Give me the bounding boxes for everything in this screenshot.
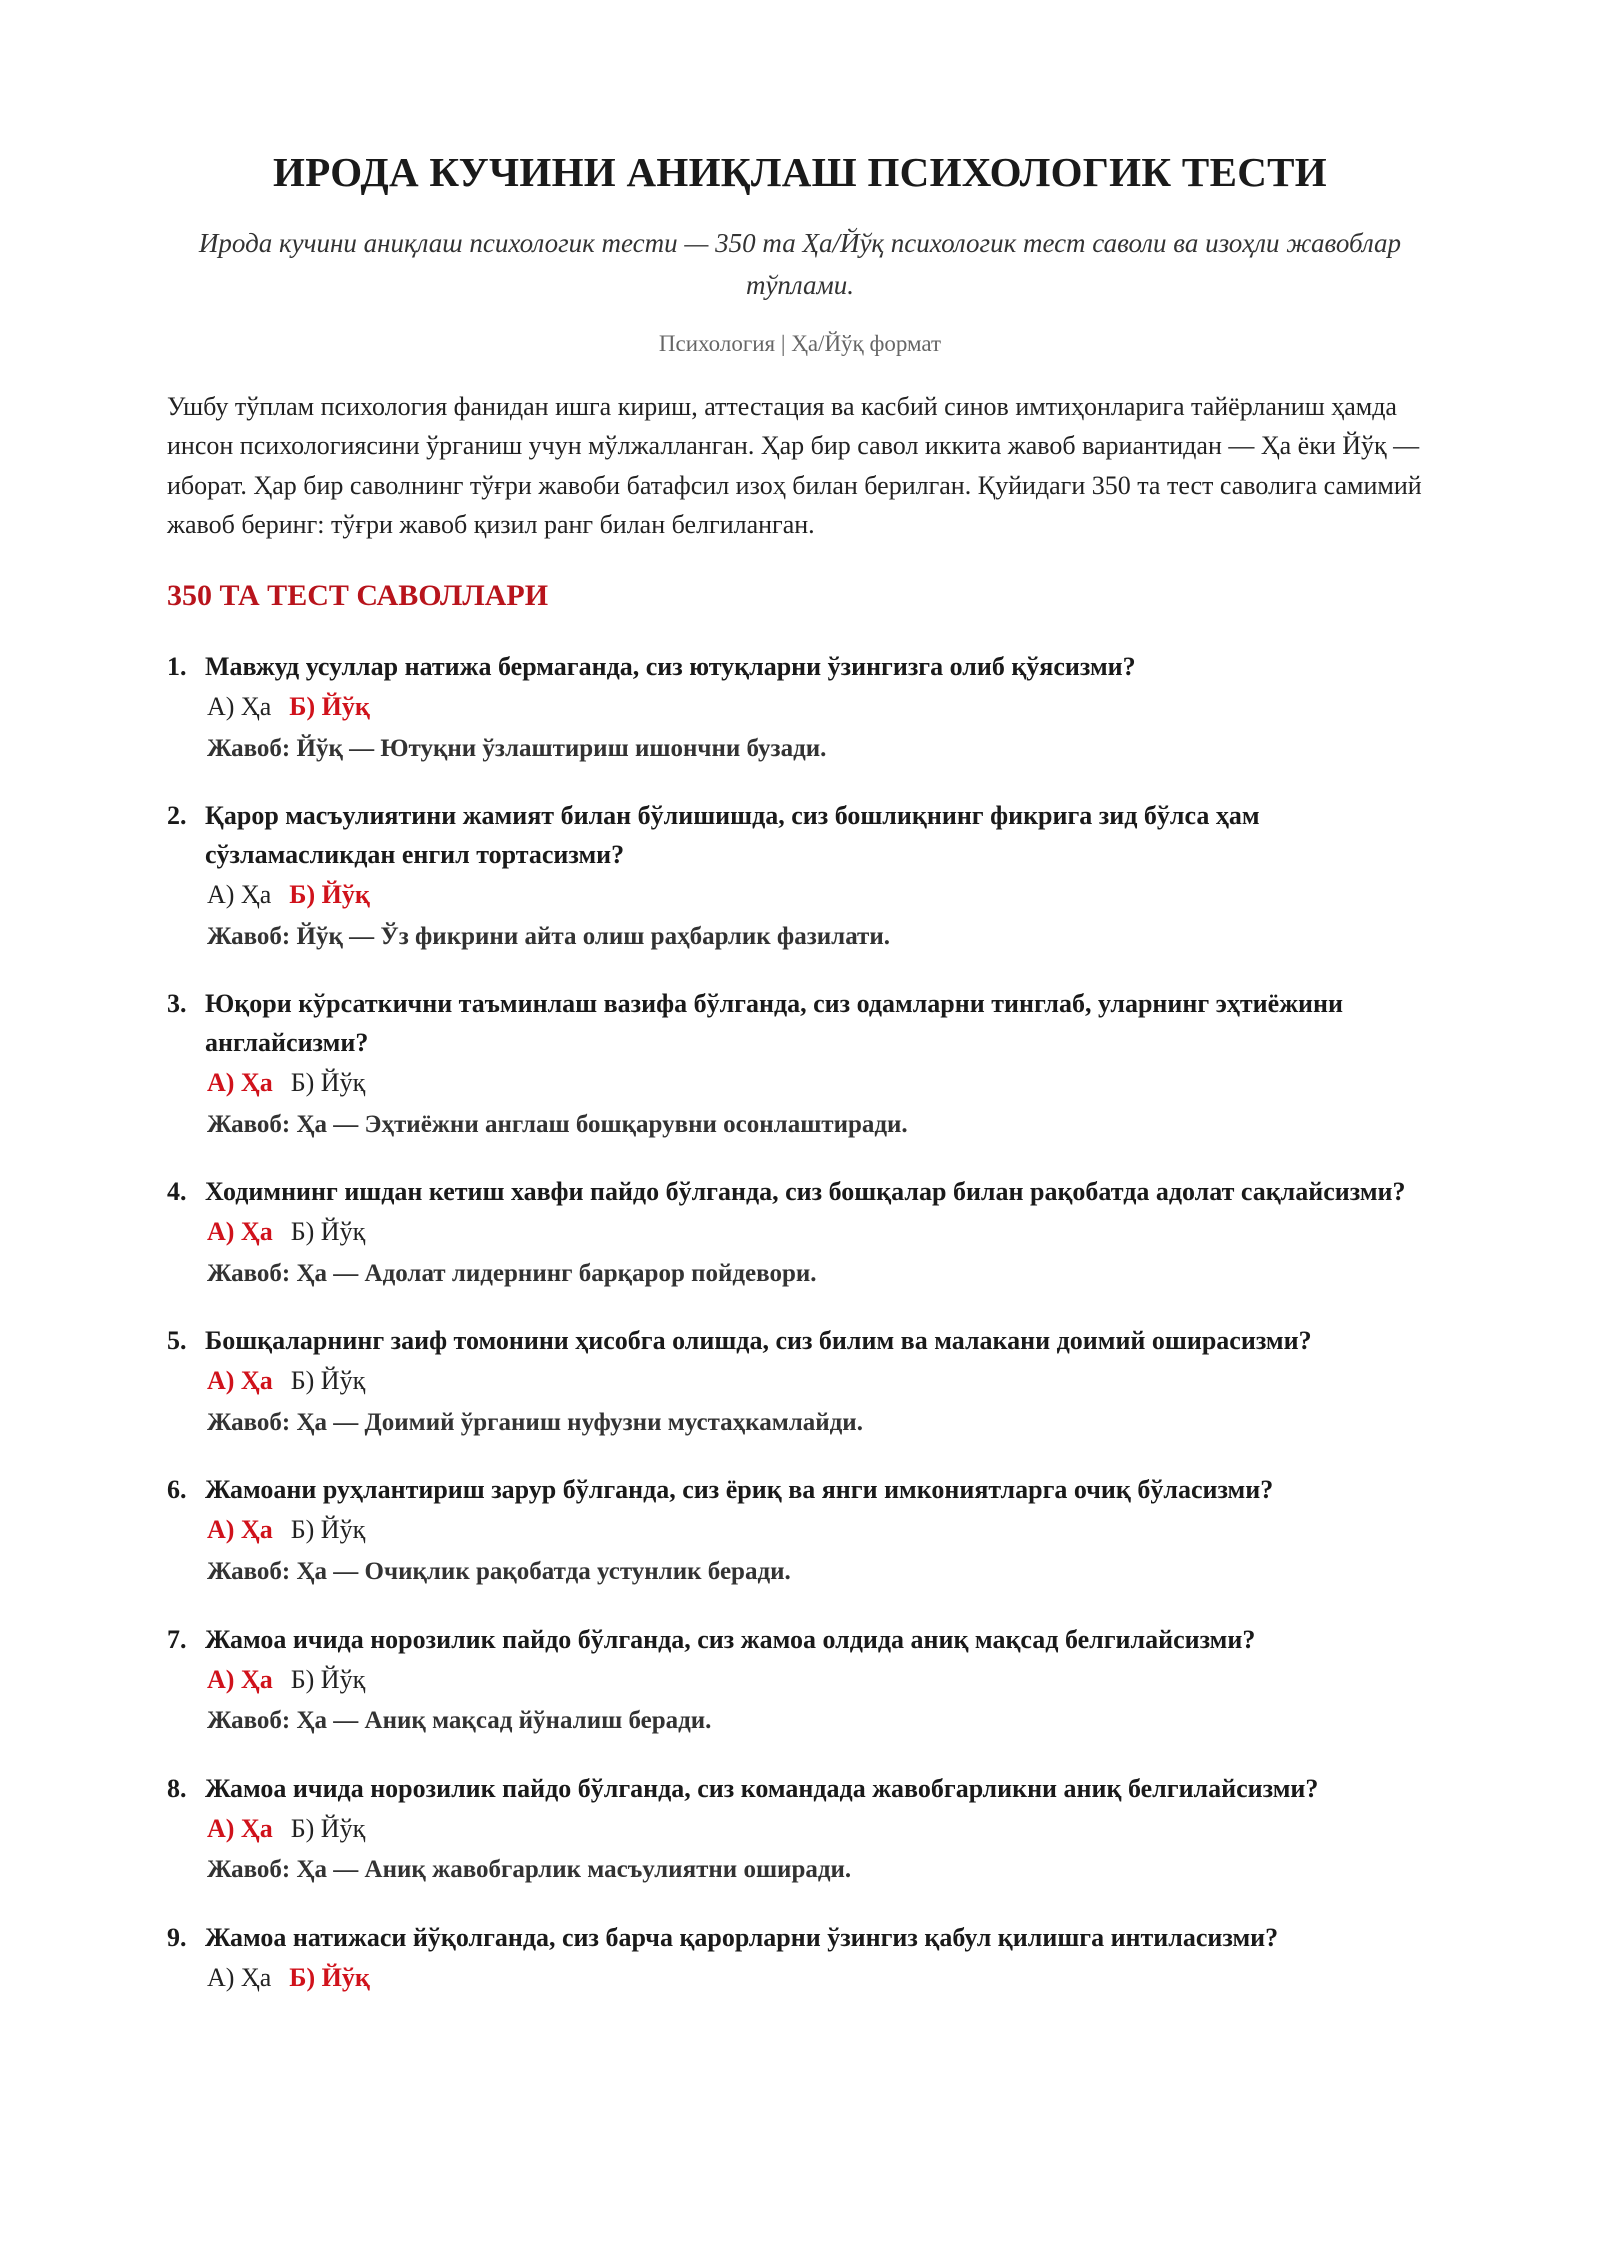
- question-text: [167, 647, 1433, 686]
- question-body: Мавжуд усуллар натижа бермаганда, сиз ютуқларни ўзингизга олиб қўясизми?: [205, 651, 1136, 681]
- question-body: Юқори кўрсаткични таъминлаш вазифа бўлганда, сиз одамларни тинглаб, уларнинг эҳтиёжини англайсизми?: [205, 989, 1343, 1058]
- answer-options: [207, 1509, 1433, 1551]
- question-list: [167, 647, 1433, 1998]
- document-title: ИРОДА КУЧИНИ АНИҚЛАШ ПСИХОЛОГИК ТЕСТИ: [273, 149, 1327, 195]
- option-b: Б) Йўқ: [290, 1664, 366, 1694]
- answer-options: [207, 1360, 1433, 1402]
- option-a-correct: А) Ҳа: [207, 1515, 273, 1545]
- question-number: 8.: [167, 1773, 187, 1803]
- option-b: Б) Йўқ: [290, 1217, 366, 1247]
- question-body: Ходимнинг ишдан кетиш хавфи пайдо бўлганда, сиз бошқалар билан рақобатда адолат сақлайсизми?: [205, 1177, 1406, 1207]
- option-b: Б) Йўқ: [290, 1068, 366, 1098]
- answer-explanation: Жавоб: Ҳа — Доимий ўрганиш нуфузни мустаҳкамлайди.: [207, 1408, 863, 1436]
- question-text: [167, 1172, 1433, 1211]
- answer-explanation: Жавоб: Йўқ — Ютуқни ўзлаштириш ишончни бузади.: [207, 734, 827, 762]
- option-a-correct: А) Ҳа: [207, 1664, 273, 1694]
- option-a-correct: А) Ҳа: [207, 1813, 273, 1843]
- option-b-correct: Б) Йўқ: [289, 880, 370, 910]
- question-text: [167, 1620, 1433, 1659]
- question-number: 7.: [167, 1624, 187, 1654]
- option-a: А) Ҳа: [207, 691, 272, 721]
- answer-options: [207, 686, 1433, 728]
- question-number: 5.: [167, 1326, 187, 1356]
- question-number: 6.: [167, 1475, 187, 1505]
- question-body: Жамоа ичида норозилик пайдо бўлганда, сиз командада жавобгарликни аниқ белгилайсизми?: [205, 1773, 1319, 1803]
- option-b-correct: Б) Йўқ: [289, 691, 370, 721]
- option-b: Б) Йўқ: [290, 1813, 366, 1843]
- question-text: [167, 796, 1433, 874]
- question-item: [167, 1918, 1433, 1999]
- question-item: [167, 1172, 1433, 1295]
- option-a-correct: А) Ҳа: [207, 1217, 273, 1247]
- question-item: [167, 1769, 1433, 1892]
- question-body: Жамоани руҳлантириш зарур бўлганда, сиз ёриқ ва янги имкониятларга очиқ бўласизми?: [205, 1475, 1274, 1505]
- section-heading: 350 ТА ТЕСТ САВОЛЛАРИ: [167, 578, 549, 612]
- option-b: Б) Йўқ: [290, 1515, 366, 1545]
- option-a-correct: А) Ҳа: [207, 1068, 273, 1098]
- answer-explanation: Жавоб: Ҳа — Аниқ мақсад йўналиш беради.: [207, 1707, 712, 1735]
- question-item: [167, 647, 1433, 770]
- question-body: Бошқаларнинг заиф томонини ҳисобга олишда, сиз билим ва малакани доимий оширасизми?: [205, 1326, 1312, 1356]
- option-b-correct: Б) Йўқ: [289, 1962, 370, 1992]
- question-text: [167, 1769, 1433, 1808]
- question-item: [167, 1470, 1433, 1593]
- question-body: Қарор масъулиятини жамият билан бўлишишда, сиз бошлиқнинг фикрига зид бўлса ҳам сўзламасликдан енгил тортасизми?: [205, 801, 1260, 870]
- answer-explanation: Жавоб: Йўқ — Ўз фикрини айта олиш раҳбарлик фазилати.: [207, 922, 890, 950]
- answer-options: [207, 1062, 1433, 1104]
- document-subtitle: Ирода кучини аниқлаш психологик тести — 350 та Ҳа/Йўқ психологик тест саволи ва изоҳли жавоблар тўплами.: [198, 228, 1402, 301]
- question-number: 3.: [167, 989, 187, 1019]
- question-item: [167, 984, 1433, 1146]
- question-number: 2.: [167, 801, 187, 831]
- question-number: 4.: [167, 1177, 187, 1207]
- option-a: А) Ҳа: [207, 1962, 272, 1992]
- answer-options: [207, 1211, 1433, 1253]
- answer-options: [207, 1957, 1433, 1999]
- answer-explanation: Жавоб: Ҳа — Адолат лидернинг барқарор пойдевори.: [207, 1259, 817, 1287]
- question-body: Жамоа ичида норозилик пайдо бўлганда, сиз жамоа олдида аниқ мақсад белгилайсизми?: [205, 1624, 1256, 1654]
- intro-paragraph: Ушбу тўплам психология фанидан ишга кириш, аттестация ва касбий синов имтиҳонларига тайёрланиш ҳамда инсон психологиясини ўрганиш учун мўлжалланган. Ҳар бир савол иккита жавоб вариантидан — Ҳа ёки Йўқ — иборат. Ҳар бир саволнинг тўғри жавоби батафсил изоҳ билан берилган. Қуйидаги 350 та тест саволига самимий жавоб беринг: тўғри жавоб қизил ранг билан белгиланган.: [167, 391, 1422, 540]
- answer-options: [207, 1808, 1433, 1850]
- question-item: [167, 1321, 1433, 1444]
- option-a: А) Ҳа: [207, 880, 272, 910]
- answer-explanation: Жавоб: Ҳа — Аниқ жавобгарлик масъулиятни оширади.: [207, 1856, 852, 1884]
- document-meta: Психология | Ҳа/Йўқ формат: [658, 330, 942, 356]
- question-number: 1.: [167, 651, 187, 681]
- answer-explanation: Жавоб: Ҳа — Эҳтиёжни англаш бошқарувни осонлаштиради.: [207, 1110, 908, 1138]
- answer-explanation: Жавоб: Ҳа — Очиқлик рақобатда устунлик беради.: [207, 1558, 791, 1585]
- option-a-correct: А) Ҳа: [207, 1366, 273, 1396]
- question-text: [167, 984, 1433, 1062]
- question-text: [167, 1470, 1433, 1509]
- question-item: [167, 796, 1433, 958]
- question-body: Жамоа натижаси йўқолганда, сиз барча қарорларни ўзингиз қабул қилишга интиласизми?: [205, 1922, 1279, 1952]
- option-b: Б) Йўқ: [290, 1366, 366, 1396]
- answer-options: [207, 874, 1433, 916]
- answer-options: [207, 1659, 1433, 1701]
- question-text: [167, 1321, 1433, 1360]
- question-text: [167, 1918, 1433, 1957]
- question-number: 9.: [167, 1922, 187, 1952]
- question-item: [167, 1620, 1433, 1743]
